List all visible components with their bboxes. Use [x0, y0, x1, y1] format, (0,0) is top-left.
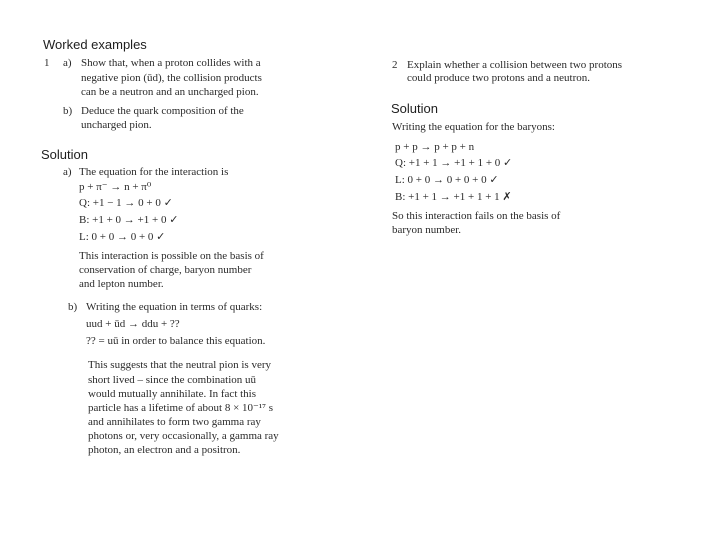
pion-quark-composition: ūd	[146, 72, 158, 84]
solution-1a-conclusion-2: conservation of charge, baryon number	[79, 264, 252, 276]
question-2-line-1: Explain whether a collision between two protons	[407, 59, 623, 71]
solution-1b-explanation-5: and annihilates to form two gamma ray	[88, 416, 261, 428]
solution-2-intro: Writing the equation for the baryons:	[392, 121, 555, 133]
solution-1b-explanation-7: photon, an electron and a positron.	[88, 444, 241, 456]
question-1a-line-1: Show that, when a proton collides with a	[81, 57, 261, 69]
solution-2-conclusion-1: So this interaction fails on the basis of	[392, 210, 561, 222]
solution-1b-label: b)	[68, 301, 78, 313]
solution-1a-intro: The equation for the interaction is	[79, 166, 229, 178]
question-1b-line-1: Deduce the quark composition of the	[81, 105, 244, 117]
question-2-number: 2	[392, 59, 398, 71]
solution-2-heading: Solution	[391, 101, 438, 116]
solution-1a-baryon-check: B: +1 + 0 → +1 + 0 ✓	[79, 214, 179, 226]
question-1a-line-2-end: ), the collision products	[157, 72, 262, 84]
question-1b-line-2: uncharged pion.	[81, 119, 152, 131]
page-title: Worked examples	[43, 37, 147, 52]
solution-1b-explanation-4: particle has a lifetime of about 8 × 10⁻¹⁷ s	[88, 402, 274, 414]
question-1b-label: b)	[63, 105, 73, 117]
solution-1b-explanation-6: photons or, very occasionally, a gamma ray	[88, 430, 279, 442]
question-2-line-2: could produce two protons and a neutron.	[407, 72, 590, 84]
solution-1a-conclusion-3: and lepton number.	[79, 278, 164, 290]
solution-2-baryon-check: B: +1 + 1 → +1 + 1 + 1 ✗	[395, 191, 512, 203]
solution-2-lepton-check: L: 0 + 0 → 0 + 0 + 0 ✓	[395, 174, 499, 186]
solution-1a-charge-check: Q: +1 − 1 → 0 + 0 ✓	[79, 197, 173, 209]
solution-1a-lepton-check: L: 0 + 0 → 0 + 0 ✓	[79, 231, 166, 243]
solution-1a-label: a)	[63, 166, 72, 178]
solution-1-heading: Solution	[41, 147, 88, 162]
solution-1b-quark-balance: ?? = uū in order to balance this equation.	[86, 335, 266, 347]
solution-1b-explanation-2: short lived – since the combination uū	[88, 374, 257, 386]
question-1a-line-3: can be a neutron and an uncharged pion.	[81, 86, 259, 98]
solution-2-equation: p + p → p + p + n	[395, 141, 475, 153]
solution-1b-explanation-1: This suggests that the neutral pion is very	[88, 359, 271, 371]
solution-1b-explanation-3: would mutually annihilate. In fact this	[88, 388, 257, 400]
question-1a-line-2	[81, 71, 262, 86]
solution-1a-conclusion-1: This interaction is possible on the basis of	[79, 250, 264, 262]
solution-2-conclusion-2: baryon number.	[392, 224, 462, 236]
solution-2-charge-check: Q: +1 + 1 → +1 + 1 + 0 ✓	[395, 157, 513, 169]
solution-1b-intro: Writing the equation in terms of quarks:	[86, 301, 263, 313]
solution-1b-quark-equation: uud + ūd → ddu + ??	[86, 318, 180, 330]
question-1-number: 1	[44, 57, 50, 69]
question-1a-label: a)	[63, 57, 72, 69]
question-1a-line-2-start: negative pion (	[81, 72, 147, 84]
solution-1a-equation: p + π⁻ → n + π⁰	[79, 181, 152, 193]
